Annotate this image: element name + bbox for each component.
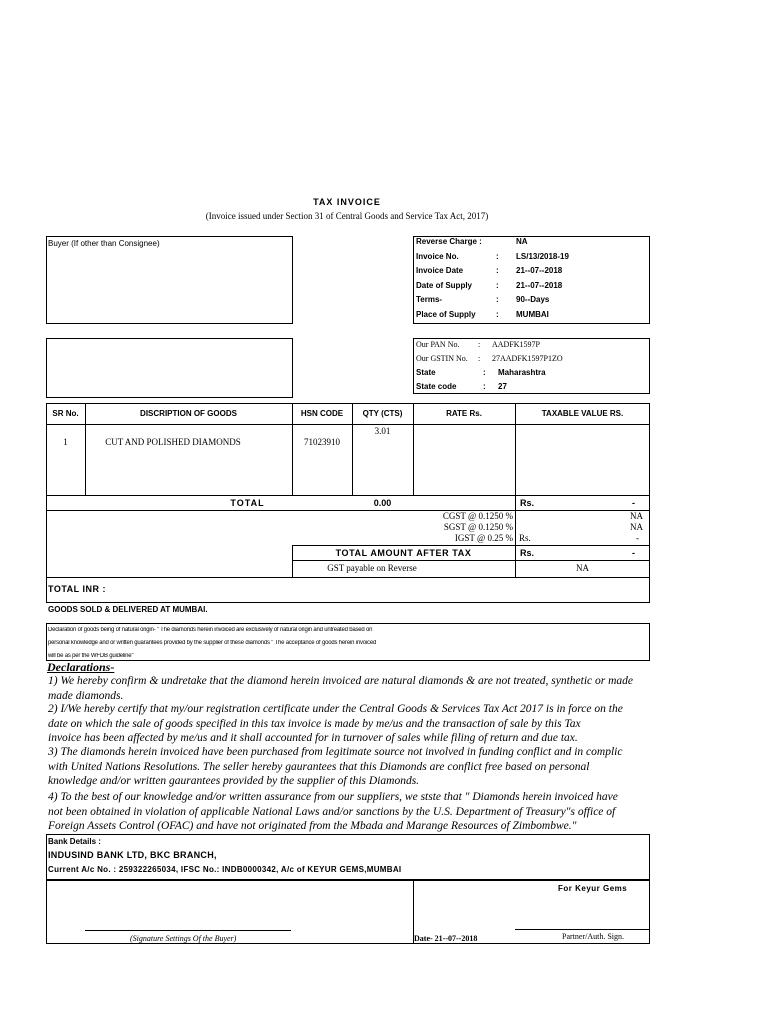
declaration-line: 3) The diamonds herein invoiced have been purchased from legitimate source not involved in funding conflict and in complic <box>48 746 623 758</box>
seller-info-colon: : <box>478 354 481 363</box>
cgst-label: CGST @ 0.1250 % <box>442 511 513 521</box>
partner-signature-line <box>515 929 649 930</box>
invoice-detail-value: LS/13/2018-19 <box>516 251 569 261</box>
invoice-detail-label: Date of Supply <box>416 280 473 290</box>
row-hsn: 71023910 <box>304 437 340 447</box>
goods-table <box>46 403 650 603</box>
seller-info-colon: : <box>483 382 486 391</box>
igst-value: - <box>636 533 639 543</box>
declaration-line-1: Declaration of goods being of natural origin- " The diamonds herein invoiced are exclusively of natural origin and untreated based on <box>48 627 373 633</box>
signature-date: Date- 21--07--2018 <box>414 934 478 943</box>
total-label: TOTAL <box>230 498 265 508</box>
buyer-label: Buyer (If other than Consignee) <box>48 239 160 248</box>
invoice-detail-value: MUMBAI <box>516 310 549 319</box>
declaration-line: date on which the sale of goods specified in this tax invoice is made by me/us and the transaction of sale by this Tax <box>48 717 581 730</box>
goods-sold-note: GOODS SOLD & DELIVERED AT MUMBAI. <box>48 605 208 614</box>
header-description: DISCRIPTION OF GOODS <box>140 409 237 418</box>
declaration-line: not been obtained in violation of applicable National Laws and/or sanctions by the U.S. Department of Treasury"s office of <box>48 805 616 818</box>
seller-info-label: State code <box>416 382 457 391</box>
buyer-box <box>46 236 293 324</box>
seller-info-value: 27AADFK1597P1ZO <box>492 354 563 363</box>
consignee-box <box>46 338 293 398</box>
row-sr: 1 <box>63 437 68 447</box>
seller-info-colon: : <box>483 368 486 377</box>
declaration-line: Foreign Assets Control (OFAC) and have not originated from the Mbada and Marange Resources of Zimbombwe." <box>48 820 577 833</box>
invoice-detail-value: 21--07--2018 <box>516 280 563 290</box>
invoice-detail-value: 90--Days <box>516 295 550 305</box>
total-after-tax-value: - <box>632 548 635 558</box>
seller-info-label: Our GSTIN No. <box>416 354 468 363</box>
declaration-line: 2) I/We hereby certify that my/our registration certificate under the Central Goods & Services Tax Act 2017 is in force on the <box>48 703 623 715</box>
declaration-line-2: personal knowledge and or written guarantees provided by the supplier of these diamonds " The acceptance of goods herein invoiced <box>48 640 377 646</box>
invoice-subtitle: (Invoice issued under Section 31 of Central Goods and Service Tax Act, 2017) <box>205 211 489 221</box>
buyer-signature-line <box>85 930 291 931</box>
declarations-heading: Declarations- <box>47 660 115 674</box>
seller-info-label: Our PAN No. <box>416 340 460 349</box>
bank-heading: Bank Details : <box>48 837 101 846</box>
bank-account: Current A/c No. : 259322265034, IFSC No.: INDB0000342, A/c of KEYUR GEMS,MUMBAI <box>48 865 402 874</box>
for-company: For Keyur Gems <box>558 884 628 893</box>
seller-info-colon: : <box>478 340 481 349</box>
invoice-detail-colon: : <box>496 310 499 319</box>
declaration-line: with United Nations Resolutions. The seller hereby gaurantees that this Diamonds are conflict free based on personal <box>48 760 590 773</box>
invoice-detail-colon: : <box>496 251 499 261</box>
buyer-signature-label: (Signature Settings Of the Buyer) <box>130 934 237 943</box>
declaration-line-3: will be as per the WFDB guideline" <box>48 653 134 659</box>
total-qty: 0.00 <box>373 498 392 508</box>
header-sr: SR No. <box>52 409 79 418</box>
declaration-line: 1) We hereby confirm & undretake that the diamond herein invoiced are natural diamonds & are not treated, synthetic or made <box>48 675 634 687</box>
seller-info-value: Maharashtra <box>498 368 546 377</box>
total-after-tax-label: TOTAL AMOUNT AFTER TAX <box>335 548 472 558</box>
header-hsn: HSN CODE <box>300 409 344 418</box>
invoice-detail-label: Place of Supply <box>416 310 476 319</box>
seller-info-value: AADFK1597P <box>492 340 541 349</box>
invoice-detail-colon: : <box>496 295 499 305</box>
invoice-detail-value: 21--07--2018 <box>516 266 563 276</box>
declaration-line: invoice has been affected by me/us and it shall accounted for in turnover of sales while filing of return and due tax. <box>48 732 578 745</box>
seller-info-label: State <box>416 368 436 377</box>
seller-info-value: 27 <box>498 382 507 391</box>
declaration-line: made diamonds. <box>48 689 124 702</box>
igst-label: IGST @ 0.25 % <box>454 533 513 543</box>
total-dash: - <box>632 498 635 508</box>
invoice-detail-label: Terms- <box>416 295 443 305</box>
invoice-detail-label: Invoice No. <box>416 251 459 261</box>
invoice-detail-label: Invoice Date <box>416 266 464 276</box>
partner-signature-label: Partner/Auth. Sign. <box>562 932 624 941</box>
invoice-detail-value: NA <box>516 237 528 246</box>
row-qty: 3.01 <box>374 426 391 436</box>
header-taxable-value: TAXABLE VALUE RS. <box>541 409 624 418</box>
gst-reverse-value: NA <box>576 563 589 573</box>
invoice-detail-colon: : <box>496 280 499 290</box>
invoice-detail-colon: : <box>496 266 499 276</box>
invoice-title: TAX INVOICE <box>313 197 381 207</box>
bank-name: INDUSIND BANK LTD, BKC BRANCH, <box>48 850 217 860</box>
row-description: CUT AND POLISHED DIAMONDS <box>105 437 241 447</box>
total-inr-label: TOTAL INR : <box>48 584 106 594</box>
total-rs: Rs. <box>520 498 535 508</box>
cgst-value: NA <box>630 511 643 521</box>
header-qty: QTY (CTS) <box>362 409 403 418</box>
declaration-line: 4) To the best of our knowledge and/or written assurance from our suppliers, we stste that " Diamonds herein invoiced have <box>48 791 618 803</box>
sgst-label: SGST @ 0.1250 % <box>443 522 513 532</box>
declaration-line: knowledge and/or written gaurantees provided by the supplier of this Diamonds. <box>48 775 420 788</box>
gst-reverse-label: GST payable on Reverse <box>327 563 417 573</box>
igst-rs: Rs. <box>519 533 531 543</box>
total-after-tax-rs: Rs. <box>520 548 535 558</box>
sgst-value: NA <box>630 522 643 532</box>
header-rate: RATE Rs. <box>446 409 482 418</box>
invoice-detail-label: Reverse Charge : <box>416 237 482 246</box>
